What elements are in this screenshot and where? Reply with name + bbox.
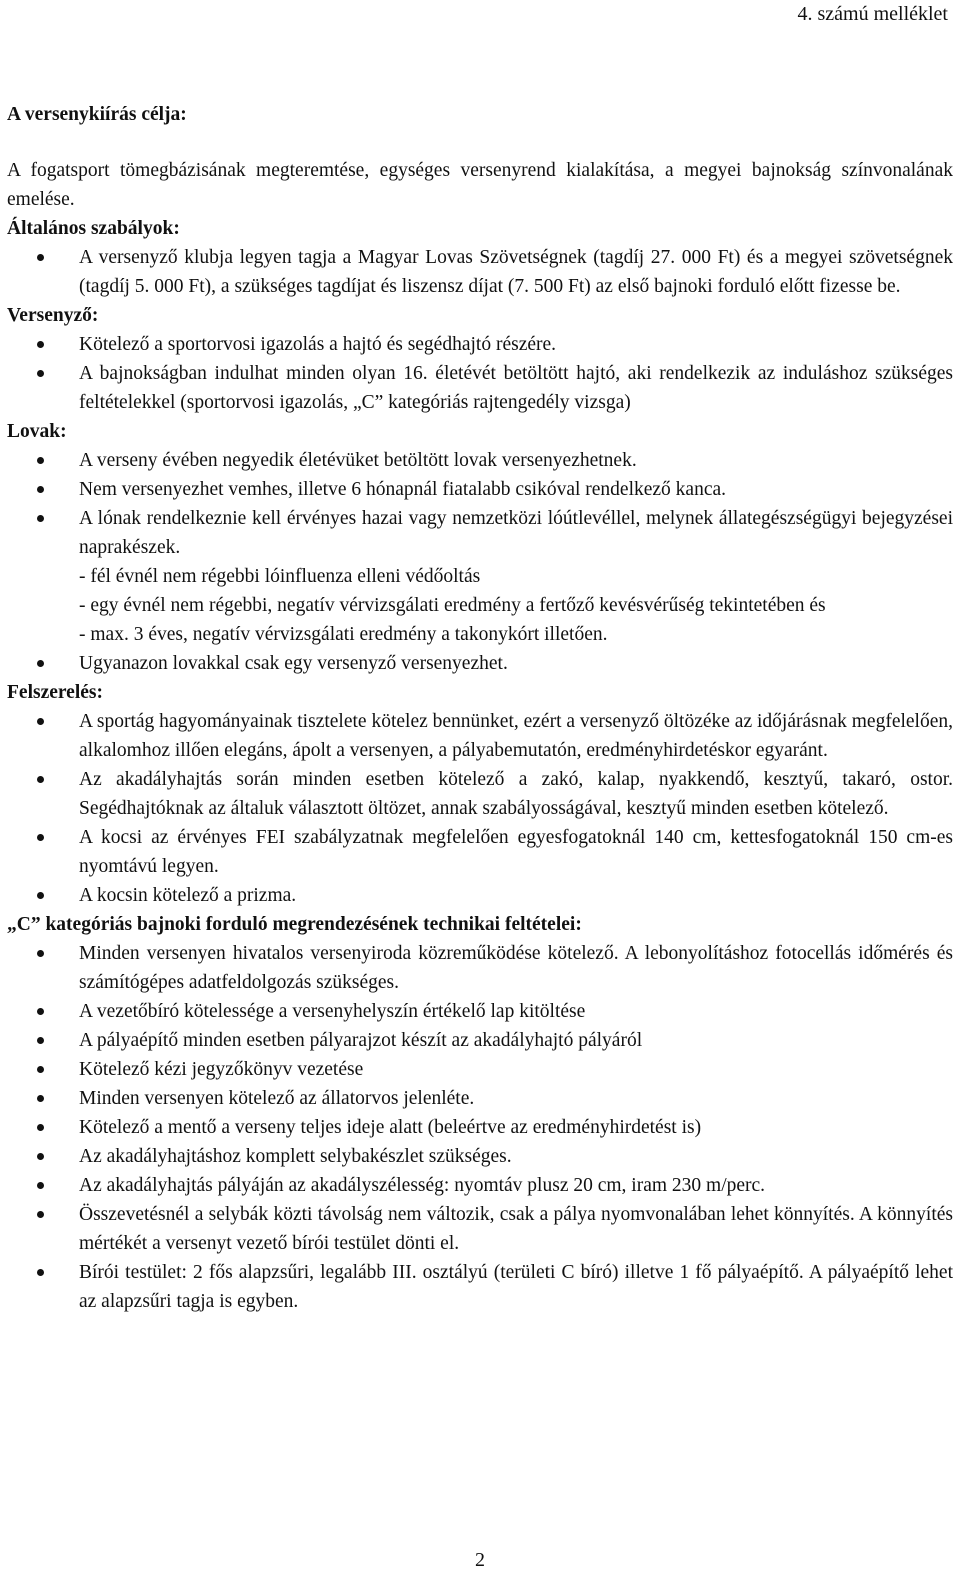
list-item: A sportág hagyományainak tisztelete kötelez bennünket, ezért a versenyző öltözéke az időjárásnak megfelelően, alkalomhoz illően elegáns, ápolt a versenyen, a pályabemutatón, eredményhirdetéskor egyaránt.	[7, 707, 953, 765]
list-item: Kötelező a mentő a verseny teljes ideje alatt (beleértve az eredményhirdetést is)	[7, 1113, 953, 1142]
list-item: Kötelező a sportorvosi igazolás a hajtó és segédhajtó részére.	[7, 330, 953, 359]
list-item: Kötelező kézi jegyzőkönyv vezetése	[7, 1055, 953, 1084]
list-item: Bírói testület: 2 fős alapzsűri, legalább III. osztályú (területi C bíró) illetve 1 fő pályaépítő. A pályaépítő lehet az alapzsűri tagja is egyben.	[7, 1258, 953, 1316]
list-item: Ugyanazon lovakkal csak egy versenyző versenyezhet.	[7, 649, 953, 678]
technical-requirements-list	[7, 939, 953, 1316]
heading-technical-requirements: „C” kategóriás bajnoki forduló megrendezésének technikai feltételei:	[7, 914, 582, 935]
list-item: Összevetésnél a selybák közti távolság nem változik, csak a pálya nyomvonalában lehet könnyítés. A könnyítés mértékét a versenyt vezető bírói testület dönti el.	[7, 1200, 953, 1258]
annex-label: 4. számú melléklet	[797, 3, 948, 25]
heading-general-rules: Általános szabályok:	[7, 218, 180, 239]
list-item: A pályaépítő minden esetben pályarajzot készít az akadályhajtó pályáról	[7, 1026, 953, 1055]
heading-horses: Lovak:	[7, 421, 67, 442]
equipment-list	[7, 707, 953, 910]
list-item: Az akadályhajtáshoz komplett selybakészlet szükséges.	[7, 1142, 953, 1171]
horse-requirement: - max. 3 éves, negatív vérvizsgálati eredmény a takonykórt illetően.	[79, 624, 608, 645]
horses-list-end	[7, 649, 953, 678]
heading-purpose: A versenykiírás célja:	[7, 104, 187, 125]
list-item: Az akadályhajtás pályáján az akadályszélesség: nyomtáv plusz 20 cm, iram 230 m/perc.	[7, 1171, 953, 1200]
document-body	[7, 100, 953, 1316]
heading-equipment: Felszerelés:	[7, 682, 103, 703]
list-item: A lónak rendelkeznie kell érvényes hazai vagy nemzetközi lóútlevéllel, melynek állategészségügyi bejegyzései naprakészek.	[7, 504, 953, 562]
list-item: A bajnokságban indulhat minden olyan 16. életévét betöltött hajtó, aki rendelkezik az induláshoz szükséges feltételekkel (sportorvosi igazolás, „C” kategóriás rajtengedély vizsga)	[7, 359, 953, 417]
list-item: Nem versenyezhet vemhes, illetve 6 hónapnál fiatalabb csikóval rendelkező kanca.	[7, 475, 953, 504]
purpose-text: A fogatsport tömegbázisának megteremtése, egységes versenyrend kialakítása, a megyei bajnokság színvonalának emelése.	[7, 160, 953, 210]
list-item: A verseny évében negyedik életévüket betöltött lovak versenyezhetnek.	[7, 446, 953, 475]
horse-requirement: - egy évnél nem régebbi, negatív vérvizsgálati eredmény a fertőző kevésvérűség tekintetében és	[79, 595, 826, 616]
horse-requirement: - fél évnél nem régebbi lóinfluenza elleni védőoltás	[79, 566, 481, 587]
list-item: A versenyző klubja legyen tagja a Magyar Lovas Szövetségnek (tagdíj 27. 000 Ft) és a megyei szövetségnek (tagdíj 5. 000 Ft), a szükséges tagdíjat és liszensz díjat (7. 500 Ft) az első bajnoki forduló előtt fizesse be.	[7, 243, 953, 301]
list-item: A kocsi az érvényes FEI szabályzatnak megfelelően egyesfogatoknál 140 cm, kettesfogatoknál 150 cm-es nyomtávú legyen.	[7, 823, 953, 881]
list-item: Minden versenyen hivatalos versenyiroda közreműködése kötelező. A lebonyolításhoz fotocellás időmérés és számítógépes adatfeldolgozás szükséges.	[7, 939, 953, 997]
general-rules-list	[7, 243, 953, 301]
competitor-list	[7, 330, 953, 417]
list-item: A vezetőbíró kötelessége a versenyhelyszín értékelő lap kitöltése	[7, 997, 953, 1026]
heading-competitor: Versenyző:	[7, 305, 99, 326]
horses-list	[7, 446, 953, 562]
list-item: Minden versenyen kötelező az állatorvos jelenléte.	[7, 1084, 953, 1113]
list-item: Az akadályhajtás során minden esetben kötelező a zakó, kalap, nyakkendő, kesztyű, takaró, ostor. Segédhajtóknak az általuk választott öltözet, annak szabályosságával, kesztyű minden esetben kötelező.	[7, 765, 953, 823]
page-number: 2	[475, 1549, 485, 1571]
list-item: A kocsin kötelező a prizma.	[7, 881, 953, 910]
